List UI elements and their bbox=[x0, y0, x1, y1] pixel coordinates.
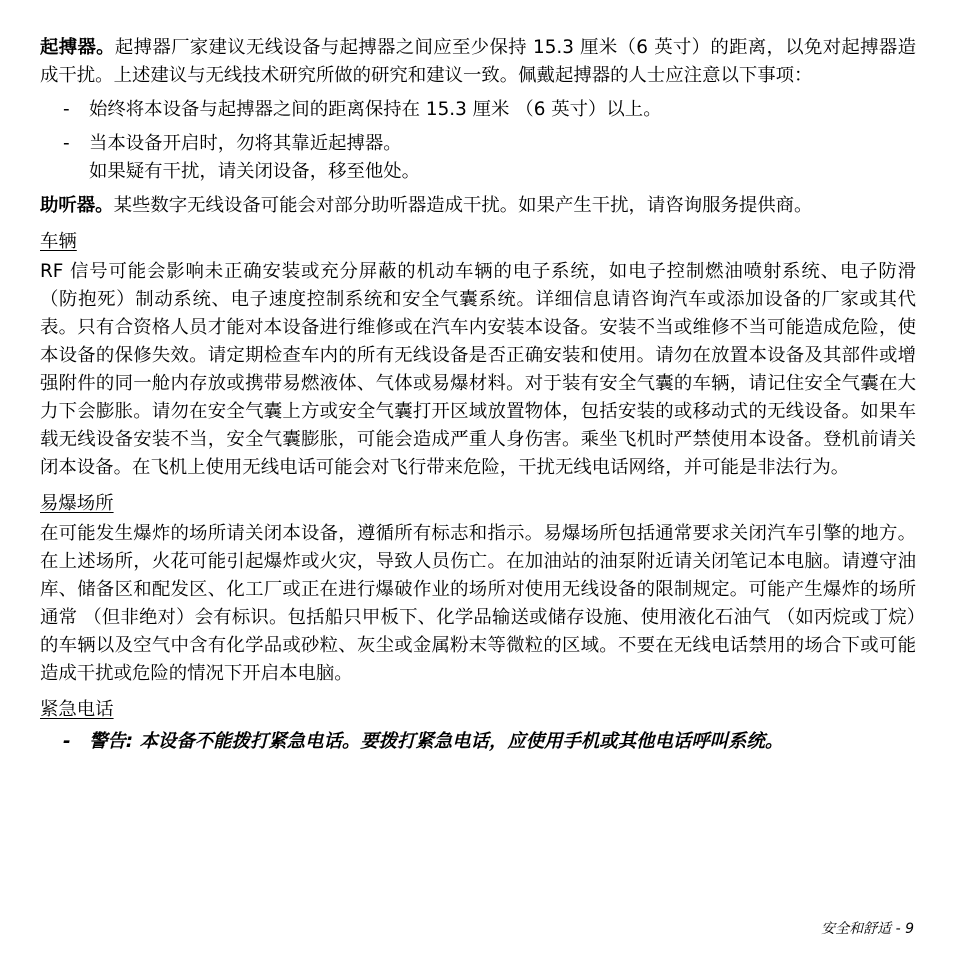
bullet-dash: - bbox=[63, 99, 70, 120]
bullet-line: 当本设备开启时，勿将其靠近起搏器。 bbox=[89, 133, 402, 154]
hearing-aids-body: 某些数字无线设备可能会对部分助听器造成干扰。如果产生干扰，请咨询服务提供商。 bbox=[113, 195, 813, 216]
pacemaker-lead: 起搏器。 bbox=[40, 37, 115, 58]
vehicles-heading: 车辆 bbox=[40, 231, 77, 252]
bullet-line: 如果疑有干扰，请关闭设备，移至他处。 bbox=[89, 161, 421, 182]
document-page bbox=[40, 34, 916, 756]
vehicles-body: RF 信号可能会影响未正确安装或充分屏蔽的机动车辆的电子系统，如电子控制燃油喷射系统、电子防滑 （防抱死）制动系统、电子速度控制系统和安全气囊系统。详细信息请咨询汽车或添加设备的厂家或其代表。只有合资格人员才能对本设备进行维修或在汽车内安装本设备。安装不当或维修不当可能造成危险，使本设备的保修失效。请定期检查车内的所有无线设备是否正确安装和使用。请勿在放置本设备及其部件或增强附件的同一舱内存放或携带易燃液体、气体或易爆材料。对于装有安全气囊的车辆，请记住安全气囊在大力下会膨胀。请勿在安全气囊上方或安全气囊打开区域放置物体，包括安装的或移动式的无线设备。如果车载无线设备安装不当，安全气囊膨胀，可能会造成严重人身伤害。乘坐飞机时严禁使用本设备。登机前请关闭本设备。在飞机上使用无线电话可能会对飞行带来危险，干扰无线电话网络，并可能是非法行为。 bbox=[40, 261, 916, 478]
explosive-body: 在可能发生爆炸的场所请关闭本设备，遵循所有标志和指示。易爆场所包括通常要求关闭汽车引擎的地方。在上述场所，火花可能引起爆炸或火灾，导致人员伤亡。在加油站的油泵附近请关闭笔记本电脑。请遵守油库、储备区和配发区、化工厂或正在进行爆破作业的场所对使用无线设备的限制规定。可能产生爆炸的场所通常 （但非绝对）会有标识。包括船只甲板下、化学品输送或储存设施、使用液化石油气 （如丙烷或丁烷）的车辆以及空气中含有化学品或砂粒、灰尘或金属粉末等微粒的区域。不要在无线电话禁用的场合下或可能造成干扰或危险的情况下开启本电脑。 bbox=[40, 523, 916, 684]
page-footer: 安全和舒适 - 9 bbox=[821, 921, 914, 937]
bullet-dash: - bbox=[63, 133, 70, 154]
pacemaker-bullet-list bbox=[40, 96, 916, 186]
emergency-warning-text: 警告: 本设备不能拨打紧急电话。要拨打紧急电话，应使用手机或其他电话呼叫系统。 bbox=[89, 731, 784, 752]
pacemaker-body: 起搏器厂家建议无线设备与起搏器之间应至少保持 15.3 厘米（6 英寸）的距离，以免对起搏器造成干扰。上述建议与无线技术研究所做的研究和建议一致。佩戴起搏器的人士应注意以下事项： bbox=[40, 37, 916, 86]
pacemaker-bullet-1 bbox=[40, 96, 916, 124]
hearing-aids-lead: 助听器。 bbox=[40, 195, 114, 216]
hearing-aids-paragraph bbox=[40, 192, 916, 220]
warning-dash: - bbox=[63, 731, 71, 752]
explosive-heading: 易爆场所 bbox=[40, 493, 114, 514]
emergency-heading: 紧急电话 bbox=[40, 699, 114, 720]
bullet-line: 始终将本设备与起搏器之间的距离保持在 15.3 厘米 （6 英寸）以上。 bbox=[89, 99, 662, 120]
pacemaker-bullet-2 bbox=[40, 130, 916, 186]
emergency-warning bbox=[40, 728, 916, 756]
pacemaker-paragraph bbox=[40, 34, 916, 90]
